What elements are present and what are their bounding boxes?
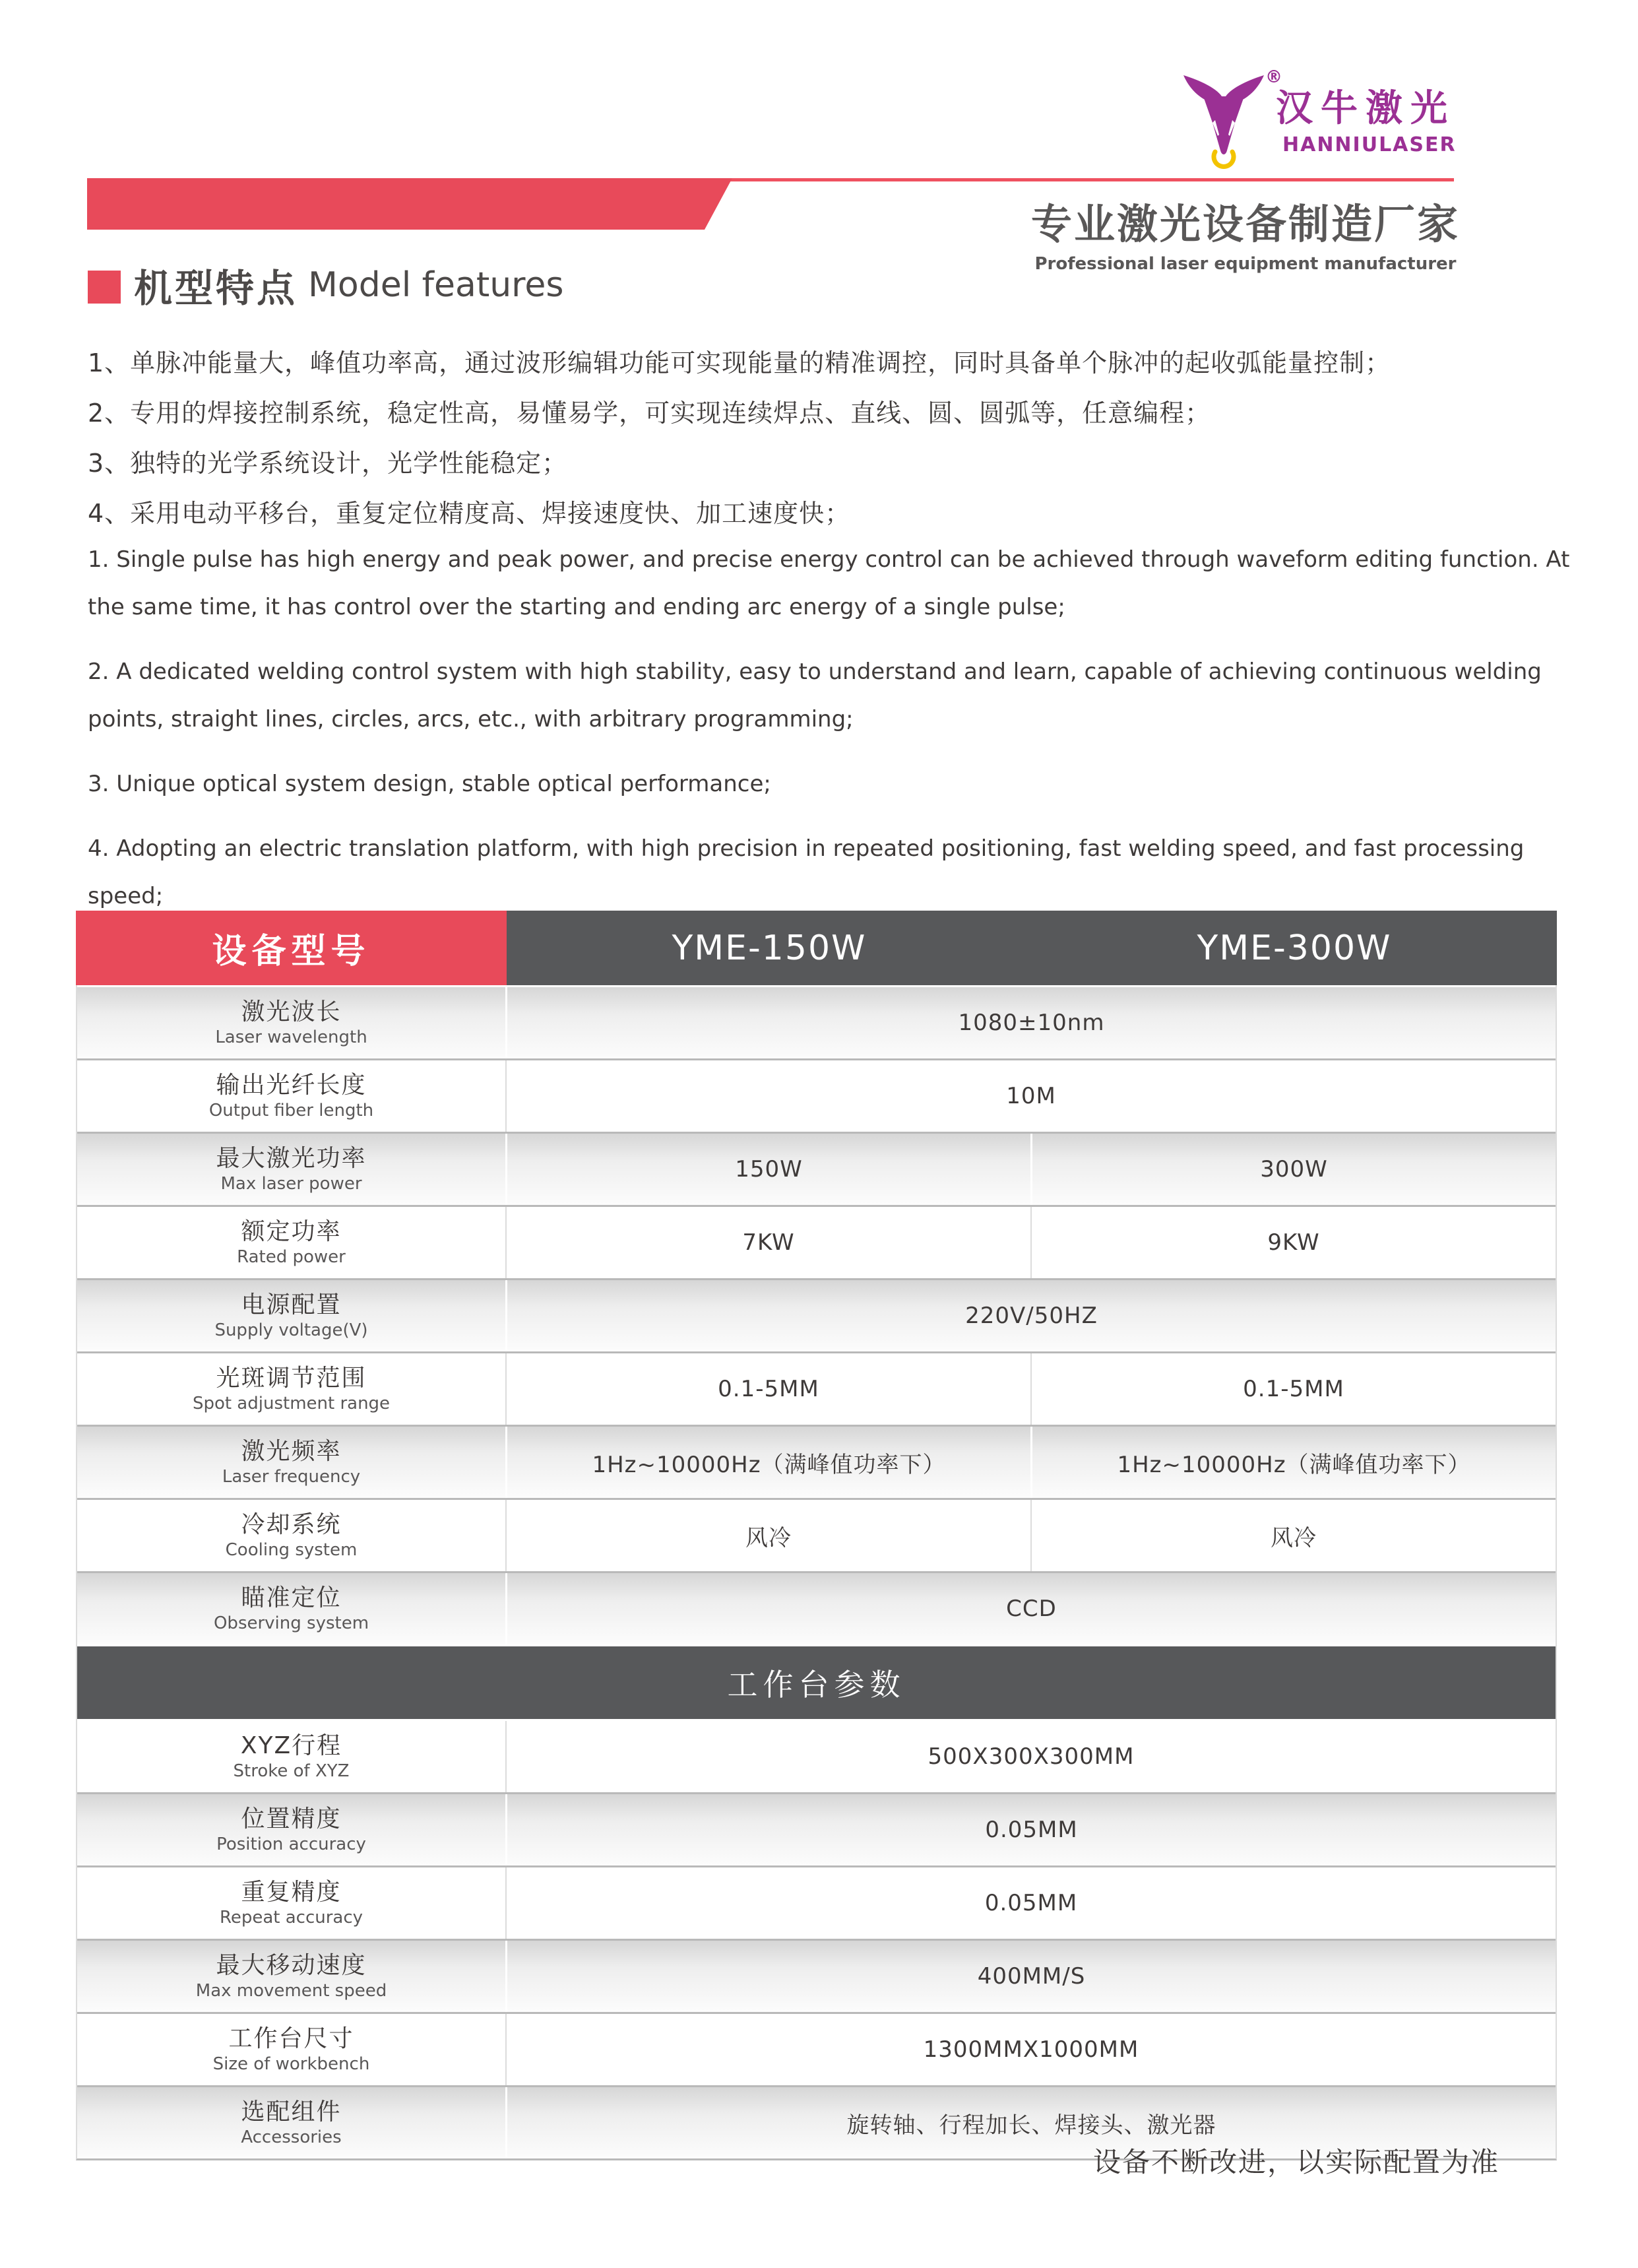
table-row [77,1278,1556,1351]
row-value: 1080±10nm [505,987,1556,1058]
row-label-en: Observing system [213,1613,369,1633]
row-label-cn: 最大移动速度 [216,1951,367,1979]
feature-item-en: 1. Single pulse has high energy and peak power, and precise energy control can be achieved through waveform editing function. At the same time, it has control over the starting and ending arc energy of a single pulse; [88,546,1570,620]
row-label [77,1280,505,1351]
row-label [77,1134,505,1205]
slogan-cn: 专业激光设备制造厂家 [1030,200,1460,248]
table-row [77,1939,1556,2012]
row-label-en: Output fiber length [208,1100,374,1120]
table-row [77,1205,1556,1278]
table-row [77,1425,1556,1498]
spec-table-body [76,985,1557,2160]
table-row [77,1498,1556,1571]
worktable-spec-rows [77,1719,1556,2158]
row-label [77,1427,505,1498]
row-label-en: Size of workbench [212,2054,370,2074]
table-row [77,1865,1556,1939]
row-label [77,1500,505,1571]
row-label [77,1060,505,1132]
row-label [77,2014,505,2085]
header-cell-yme300: YME-300W [1032,911,1557,985]
features-list-cn [88,338,1391,538]
row-label [77,1353,505,1425]
row-value: 0.05MM [505,1867,1556,1939]
row-label-cn: 工作台尺寸 [228,2025,354,2052]
row-label-cn: 电源配置 [241,1291,342,1318]
spec-table [76,911,1557,2160]
row-value: 1Hz~10000Hz（满峰值功率下） [1030,1427,1556,1498]
row-label-en: Cooling system [225,1539,358,1560]
row-value: CCD [505,1573,1556,1644]
row-value: 0.05MM [505,1794,1556,1865]
row-value: 0.1-5MM [505,1353,1030,1425]
table-row [77,985,1556,1058]
row-label-en: Spot adjustment range [192,1393,391,1413]
features-list-en [88,536,1573,937]
feature-item-cn: 3、独特的光学系统设计，光学性能稳定； [88,449,568,478]
table-row [77,1132,1556,1205]
row-label-cn: 光斑调节范围 [216,1364,367,1392]
row-value: 风冷 [1030,1500,1556,1571]
row-label-en: Laser wavelength [215,1027,367,1047]
section-title-en: Model features [308,265,564,305]
row-label-cn: 重复精度 [241,1878,342,1906]
row-label [77,2087,505,2158]
brand-name-cn: 汉牛激光 [1276,87,1455,130]
row-label-en: Position accuracy [216,1834,366,1854]
row-label-cn: 选配组件 [241,2098,342,2125]
row-value: 400MM/S [505,1941,1556,2012]
row-label-en: Rated power [237,1247,346,1267]
row-label-cn: 瞄准定位 [241,1584,342,1611]
feature-item-en: 3. Unique optical system design, stable optical performance; [88,771,771,797]
row-value: 220V/50HZ [505,1280,1556,1351]
row-value: 1Hz~10000Hz（满峰值功率下） [505,1427,1030,1498]
feature-item-en: 4. Adopting an electric translation platform, with high precision in repeated positioning, fast welding speed, and fast processing speed; [88,835,1525,909]
row-value: 1300MMX1000MM [505,2014,1556,2085]
row-label [77,1794,505,1865]
brand-name-en: HANNIULASER [1282,133,1457,156]
title-bullet-square [88,271,121,304]
worktable-section-band: 工作台参数 [77,1644,1556,1719]
row-label-en: Laser frequency [222,1466,361,1487]
header-cell-yme150: YME-150W [507,911,1032,985]
row-label [77,1867,505,1939]
row-label-en: Stroke of XYZ [233,1761,350,1781]
laser-spec-rows [77,985,1556,1644]
row-value: 7KW [505,1207,1030,1278]
row-value: 旋转轴、行程加长、焊接头、激光器 [505,2087,1556,2158]
row-label-cn: 输出光纤长度 [216,1071,367,1099]
row-label-en: Repeat accuracy [219,1907,363,1928]
row-label-cn: 位置精度 [241,1805,342,1832]
row-label-cn: 额定功率 [241,1217,342,1245]
row-value: 9KW [1030,1207,1556,1278]
registered-trademark-icon: ® [1265,67,1282,87]
bull-logo-icon [1181,74,1267,173]
row-label [77,1207,505,1278]
row-label-en: Max laser power [220,1173,362,1194]
table-row [77,1058,1556,1132]
header-cell-model: 设备型号 [76,911,507,985]
spec-table-header [76,911,1557,985]
header-banner-bar [87,178,732,230]
row-label-cn: 冷却系统 [241,1510,342,1538]
table-row [77,1719,1556,1792]
slogan-block [1015,198,1476,274]
feature-item-cn: 1、单脉冲能量大，峰值功率高，通过波形编辑功能可实现能量的精准调控，同时具备单个脉冲的起收弧能量控制； [88,348,1391,377]
row-label-en: Max movement speed [195,1980,387,2001]
section-title [88,257,564,313]
row-label-en: Supply voltage(V) [214,1320,368,1340]
row-value: 风冷 [505,1500,1030,1571]
row-value: 500X300X300MM [505,1721,1556,1792]
row-value: 10M [505,1060,1556,1132]
slogan-en: Professional laser equipment manufacturer [1034,253,1457,274]
footer-note: 设备不断改进，以实际配置为准 [1092,2146,1499,2178]
feature-item-en: 2. A dedicated welding control system with high stability, easy to understand and learn, capable of achieving continuous welding points, straight lines, circles, arcs, etc., with arbitrary programming; [88,659,1542,732]
table-row [77,1351,1556,1425]
row-label-en: Accessories [241,2127,342,2147]
row-label-cn: 激光波长 [241,998,342,1025]
row-value: 300W [1030,1134,1556,1205]
table-row [77,2012,1556,2085]
feature-item-cn: 4、采用电动平移台，重复定位精度高、焊接速度快、加工速度快； [88,499,851,528]
row-label [77,1941,505,2012]
row-label [77,987,505,1058]
row-label-cn: 最大激光功率 [216,1144,367,1172]
row-label [77,1573,505,1644]
row-label-cn: 激光频率 [241,1437,342,1465]
row-label-cn: XYZ行程 [240,1732,342,1759]
feature-item-cn: 2、专用的焊接控制系统，稳定性高，易懂易学，可实现连续焊点、直线、圆、圆弧等，任意编程； [88,399,1211,428]
row-value: 150W [505,1134,1030,1205]
table-row [77,1792,1556,1865]
row-value: 0.1-5MM [1030,1353,1556,1425]
section-title-cn: 机型特点 [134,266,298,311]
table-row [77,1571,1556,1644]
row-label [77,1721,505,1792]
